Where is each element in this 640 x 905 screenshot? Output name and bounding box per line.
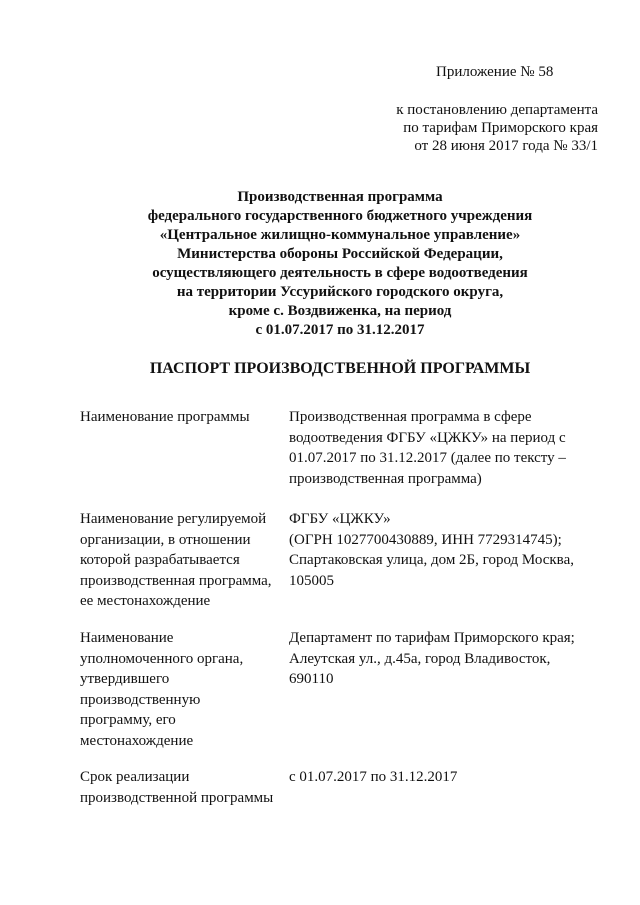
row-label	[80, 628, 280, 751]
label-line: утвердившего	[80, 671, 170, 687]
program-title	[40, 188, 640, 340]
decree-reference	[298, 101, 598, 155]
title-line: «Центральное жилищно-коммунальное управление»	[159, 227, 521, 243]
decree-line: по тарифам Приморского края	[403, 120, 598, 136]
label-line: Наименование	[80, 630, 174, 646]
title-line: на территории Уссурийского городского округа,	[176, 284, 504, 300]
label-line: производственную	[80, 691, 201, 708]
title-line: федерального государственного бюджетного учреждения	[147, 208, 533, 224]
label-line: организации, в отношении	[80, 531, 251, 548]
row-value	[289, 628, 609, 690]
label-line: ее местонахождение	[80, 593, 211, 609]
value-line: 105005	[289, 572, 334, 589]
value-line: производственная программа)	[289, 470, 482, 487]
value-line: (ОГРН 1027700430889, ИНН 7729314745);	[289, 531, 562, 548]
passport-heading: ПАСПОРТ ПРОИЗВОДСТВЕННОЙ ПРОГРАММЫ	[149, 360, 531, 377]
row-label	[80, 509, 280, 612]
row-value	[289, 767, 609, 788]
label-line: Наименование программы	[80, 409, 250, 425]
label-line: уполномоченного органа,	[80, 650, 244, 667]
value-line: Алеутская ул., д.45а, город Владивосток,	[289, 650, 551, 667]
row-label	[80, 767, 280, 808]
value-line: 01.07.2017 по 31.12.2017 (далее по тексту –	[289, 450, 566, 466]
row-value	[289, 407, 609, 489]
decree-line: от 28 июня 2017 года № 33/1	[414, 138, 598, 154]
value-line: Спартаковская улица, дом 2Б, город Москва,	[289, 552, 574, 568]
row-label	[80, 407, 280, 428]
row-value	[289, 509, 609, 591]
value-line: водоотведения ФГБУ «ЦЖКУ» на период с	[289, 429, 566, 446]
label-line: которой разрабатывается	[80, 552, 240, 568]
title-line: с 01.07.2017 по 31.12.2017	[255, 322, 425, 338]
label-line: производственная программа,	[80, 572, 272, 589]
decree-line: к постановлению департамента	[396, 102, 598, 118]
title-line: Производственная программа	[237, 189, 443, 205]
label-line: производственной программы	[80, 789, 274, 806]
label-line: программу, его	[80, 712, 176, 728]
label-line: местонахождение	[80, 732, 194, 749]
value-line: 690110	[289, 671, 334, 687]
title-line: кроме с. Воздвиженка, на период	[228, 303, 452, 319]
label-line: Наименование регулируемой	[80, 511, 267, 527]
value-line: ФГБУ «ЦЖКУ»	[289, 511, 391, 527]
value-line: Департамент по тарифам Приморского края;	[289, 630, 575, 646]
value-line: Производственная программа в сфере	[289, 409, 532, 425]
label-line: Срок реализации	[80, 769, 190, 785]
value-line: с 01.07.2017 по 31.12.2017	[289, 769, 458, 785]
title-line: Министерства обороны Российской Федерации,	[177, 246, 503, 262]
appendix-number: Приложение № 58	[436, 64, 554, 80]
title-line: осуществляющего деятельность в сфере водоотведения	[152, 265, 528, 281]
